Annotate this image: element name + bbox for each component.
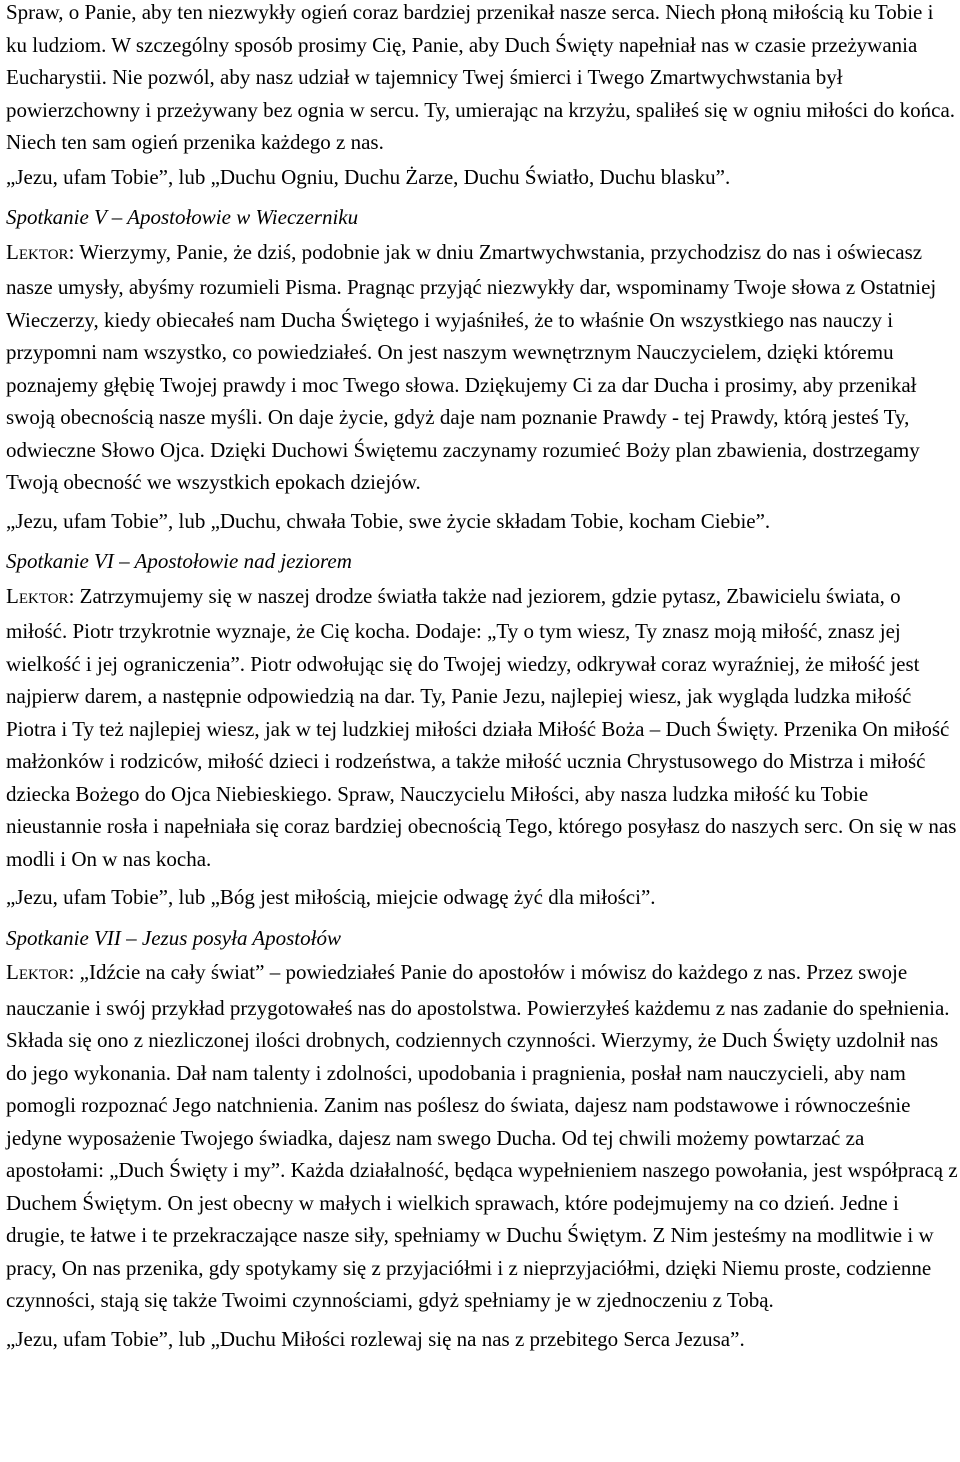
lector-colon: :	[68, 960, 75, 984]
section-heading-v: Spotkanie V – Apostołowie w Wieczerniku	[6, 205, 359, 229]
section-heading-vi: Spotkanie VI – Apostołowie nad jeziorem	[6, 549, 352, 573]
section-body-vii	[6, 956, 958, 1317]
lector-rest: EKTOR	[18, 967, 69, 983]
lector-initial: L	[6, 583, 19, 608]
lector-rest: EKTOR	[18, 246, 69, 263]
section-refrain-v: „Jezu, ufam Tobie”, lub „Duchu, chwała Tobie, swe życie składam Tobie, kocham Ciebie”.	[6, 508, 771, 533]
intro-refrain: „Jezu, ufam Tobie”, lub „Duchu Ogniu, Duchu Żarze, Duchu Światło, Duchu blasku”.	[6, 164, 731, 189]
lector-rest: EKTOR	[18, 590, 69, 607]
section-heading-vii: Spotkanie VII – Jezus posyła Apostołów	[6, 925, 341, 950]
document-page	[6, 0, 958, 1355]
section-body-vi	[6, 580, 958, 876]
section-text-vi: Zatrzymujemy się w naszej drodze światła także nad jeziorem, gdzie pytasz, Zbawicielu świata, o miłość. Piotr trzykrotnie wyznaje, że Cię kocha. Dodaje: „Ty o tym wiesz, Ty znasz moją miłość, znasz jej wielkość i jej ograniczenia”. Piotr odwołując się do Twojej wiedzy, odkrywał coraz wyraźniej, że miłość jest najpierw darem, a następnie odpowiedzią na dar. Ty, Panie Jezu, najlepiej wiesz, jak wygląda ludzka miłość Piotra i Ty też najlepiej wiesz, jak w tej ludzkiej miłości działa Miłość Boża – Duch Święty. Przenika On miłość małżonków i rodziców, miłość dzieci i rodzeństwa, a także miłość ucznia Chrystusowego do Mistrza i miłość dziecka Bożego do Ojca Niebieskiego. Spraw, Nauczycielu Miłości, aby nasza ludzka miłość ku Tobie nieustannie rosła i napełniała się coraz bardziej obecnością Tego, którego posyłasz do naszych serc. On się w nas modli i On w nas kocha.	[6, 583, 957, 871]
section-text-v: Wierzymy, Panie, że dziś, podobnie jak w dniu Zmartwychwstania, przychodzisz do nas i oświecasz nasze umysły, abyśmy rozumieli Pisma. Pragnąc przyjąć niezwykły dar, wspominamy Twoje słowa z Ostatniej Wieczerzy, kiedy obiecałeś nam Ducha Świętego i wyjaśniłeś, że to właśnie On wszystkiego nas nauczy i przypomni nam wszystko, co powiedziałeś. On jest naszym wewnętrznym Nauczycielem, dzięki któremu poznajemy głębię Twojej prawdy i moc Twego słowa. Dziękujemy Ci za dar Ducha i prosimy, aby przenikał swoją obecnością nasze myśli. On daje życie, gdyż daje nam poznanie Prawdy - tej Prawdy, którą jesteś Ty, odwieczne Słowo Ojca. Dzięki Duchowi Świętemu zaczynamy rozumieć Boży plan zbawienia, dostrzegamy Twoją obecność we wszystkich epokach dziejów.	[6, 239, 937, 494]
section-text-vii: „Idźcie na cały świat” – powiedziałeś Panie do apostołów i mówisz do każdego z nas. Przez swoje nauczanie i swój przykład przygotowałeś nas do apostolstwa. Powierzyłeś każdemu z nas zadanie do spełnienia. Składa się ono z niezliczonej ilości drobnych, codziennych czynności. Wierzymy, że Duch Święty uzdolnił nas do jego wykonania. Dał nam talenty i zdolności, upodobania i pragnienia, posłał nam nauczycieli, aby nam pomogli rozpoznać Jego natchnienia. Zanim nas poślesz do świata, dajesz nam podstawowe i równocześnie jedyne wyposażenie Twojego świadka, dajesz nam swego Ducha. Od tej chwili możemy powtarzać za apostołami: „Duch Święty i my”. Każda działalność, będąca wypełnieniem naszego powołania, jest współpracą z Duchem Świętym. On jest obecny w małych i wielkich sprawach, które podejmujemy na co dzień. Jedne i drugie, te łatwe i te przekraczające nasze siły, spełniamy w Duchu Świętym. Z Nim jesteśmy na modlitwie i w pracy, On nas przenika, gdy spotykamy się z przyjaciółmi i z nieprzyjaciółmi, dzięki Niemu proste, codzienne czynności, stają się także Twoimi czynnościami, gdyż spełniamy je w zjednoczeniu z Tobą.	[6, 960, 958, 1312]
section-refrain-vi: „Jezu, ufam Tobie”, lub „Bóg jest miłością, miejcie odwagę żyć dla miłości”.	[6, 885, 656, 909]
lector-colon: :	[68, 239, 75, 264]
lector-initial: L	[6, 960, 19, 984]
section-body-v	[6, 236, 958, 499]
section-refrain-vii: „Jezu, ufam Tobie”, lub „Duchu Miłości rozlewaj się na nas z przebitego Serca Jezusa”.	[6, 1326, 745, 1351]
lector-initial: L	[6, 239, 19, 264]
intro-paragraph: Spraw, o Panie, aby ten niezwykły ogień coraz bardziej przenikał nasze serca. Niech płoną miłością ku Tobie i ku ludziom. W szczególny sposób prosimy Cię, Panie, aby Duch Święty napełniał nas w czasie przeżywania Eucharystii. Nie pozwól, aby nasz udział w tajemnicy Twej śmierci i Twego Zmartwychwstania był powierzchowny i przeżywany bez ognia w sercu. Ty, umierając na krzyżu, spaliłeś się w ogniu miłości do końca. Niech ten sam ogień przenika każdego z nas.	[6, 0, 956, 154]
lector-colon: :	[68, 583, 75, 608]
